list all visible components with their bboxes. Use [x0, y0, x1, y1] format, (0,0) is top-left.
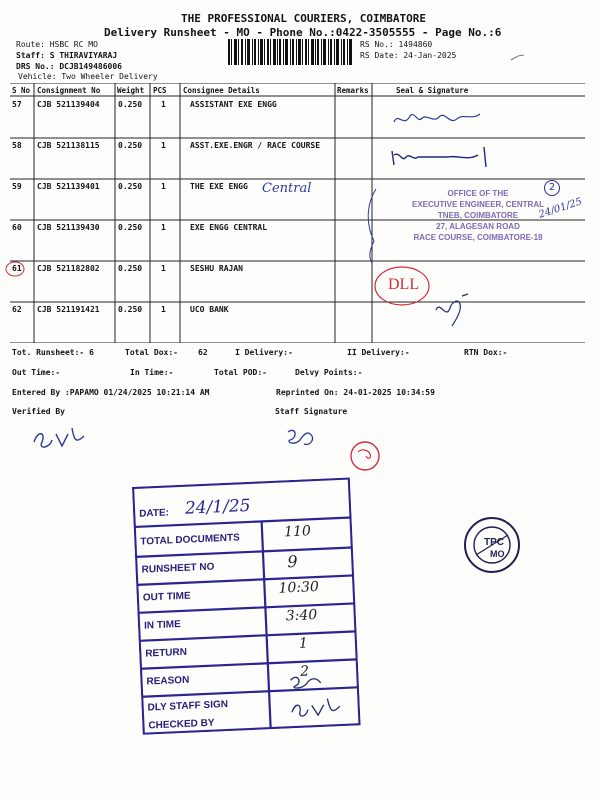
- cell-consignment: CJB 521191421: [37, 305, 100, 314]
- cell-consignee: ASST.EXE.ENGR / RACE COURSE: [190, 141, 321, 150]
- cell-consignee: UCO BANK: [190, 305, 229, 314]
- stamp-date-label: DATE:: [139, 507, 170, 520]
- cell-weight: 0.250: [118, 223, 143, 232]
- cell-consignment: CJB 521139404: [37, 100, 100, 109]
- cell-weight: 0.250: [118, 305, 143, 314]
- stamp-checked-signature: [287, 692, 348, 723]
- cell-pcs: 1: [161, 182, 166, 191]
- stamp-dly-staff-label: DLY STAFF SIGN: [147, 699, 229, 714]
- drs-number: DRS No.: DCJB149486006: [16, 62, 122, 71]
- dll-mark: DLL: [388, 276, 420, 293]
- col-header-weight: Weight: [117, 86, 145, 95]
- stamp-in-time-label: IN TIME: [144, 619, 181, 632]
- staff: Staff: S THIRAVIYARAJ: [16, 51, 118, 60]
- stamp-return-value: 1: [298, 635, 309, 652]
- route: Route: HSBC RC MO: [16, 40, 98, 49]
- seal-date: 24/01/25: [537, 196, 584, 221]
- total-dox-label: Total Dox:-: [125, 348, 178, 357]
- red-circle-mark: [348, 440, 384, 472]
- col-header-seal: Seal & Signature: [396, 86, 469, 95]
- cell-consignment: CJB 521182802: [37, 264, 100, 273]
- verified-by: Verified By: [12, 407, 65, 416]
- dispatch-stamp-box: [132, 477, 361, 734]
- stamp-runsheet-value: 9: [286, 551, 299, 572]
- seal-line-1: OFFICE OF THE: [447, 189, 509, 198]
- col-header-remarks: Remarks: [337, 86, 369, 95]
- signature-row-58: [388, 143, 508, 171]
- delvy-points: Delvy Points:-: [295, 368, 363, 377]
- cell-sno: 62: [12, 305, 22, 314]
- cell-sno: 60: [12, 223, 22, 232]
- i-delivery: I Delivery:-: [235, 348, 293, 357]
- cell-sno: 61: [12, 264, 22, 273]
- cell-consignment: CJB 521139430: [37, 223, 100, 232]
- stamp-out-time-value: 10:30: [278, 578, 320, 597]
- stamp-dly-staff-signature: [286, 669, 331, 693]
- tpc-stamp-line1: TPC: [484, 537, 504, 548]
- runsheet-subtitle: Delivery Runsheet - MO - Phone No.:0422-3505555 - Page No.:6: [104, 26, 502, 39]
- stamp-return-label: RETURN: [145, 646, 187, 660]
- rtn-dox: RTN Dox:-: [464, 348, 508, 357]
- entered-by: Entered By :PAPAMO 01/24/2025 10:21:14 AM: [12, 388, 210, 397]
- cell-consignee: SESHU RAJAN: [190, 264, 243, 273]
- col-header-consignment: Consignment No: [37, 86, 101, 95]
- in-time: In Time:-: [130, 368, 174, 377]
- tpc-stamp-line2: MO: [490, 549, 505, 559]
- signature-row-62: [432, 290, 472, 330]
- col-header-sno: S No: [12, 86, 31, 95]
- signature-row-57: [388, 104, 498, 132]
- stamp-total-docs-label: TOTAL DOCUMENTS: [140, 532, 240, 548]
- barcode: [228, 39, 354, 65]
- office-seal: [398, 188, 558, 243]
- cell-weight: 0.250: [118, 100, 143, 109]
- stamp-reason-label: REASON: [146, 674, 190, 688]
- cell-consignee: THE EXE ENGG: [190, 182, 248, 191]
- cell-sno: 58: [12, 141, 22, 150]
- handwritten-central: Central: [262, 181, 312, 196]
- rs-number: RS No.: 1494860: [360, 40, 433, 49]
- out-time: Out Time:-: [12, 368, 61, 377]
- cell-pcs: 1: [161, 305, 166, 314]
- vehicle: Vehicle: Two Wheeler Delivery: [18, 72, 158, 81]
- ii-delivery: II Delivery:-: [347, 348, 410, 357]
- staff-signature-mark: [282, 422, 322, 452]
- col-header-consignee: Consignee Details: [183, 86, 260, 95]
- cell-consignment: CJB 521139401: [37, 182, 100, 191]
- stamp-runsheet-label: RUNSHEET NO: [141, 561, 215, 576]
- bracket-mark: [360, 185, 382, 265]
- tot-runsheet: Tot. Runsheet:- 6: [12, 348, 94, 357]
- stamp-reason-value: 2: [299, 663, 310, 680]
- rs-date: RS Date: 24-Jan-2025: [360, 51, 457, 60]
- cell-sno: 59: [12, 182, 22, 191]
- cell-pcs: 1: [161, 100, 166, 109]
- col-header-pcs: PCS: [153, 86, 167, 95]
- reprinted-on: Reprinted On: 24-01-2025 10:34:59: [276, 388, 435, 397]
- stamp-total-docs-value: 110: [283, 523, 312, 541]
- seal-line-3: TNEB, COIMBATORE: [437, 211, 519, 220]
- cell-weight: 0.250: [118, 182, 143, 191]
- pen-mark: [510, 52, 530, 62]
- cell-consignment: CJB 521138115: [37, 141, 100, 150]
- seal-line-4: 27, ALAGESAN ROAD: [436, 222, 520, 231]
- verified-signature: [28, 420, 90, 452]
- stamp-checked-by-label: CHECKED BY: [148, 717, 215, 732]
- stamp-date-value: 24/1/25: [184, 495, 251, 519]
- stamp-in-time-value: 3:40: [285, 607, 318, 625]
- cell-sno: 57: [12, 100, 22, 109]
- staff-signature: Staff Signature: [275, 407, 348, 416]
- cell-pcs: 1: [161, 141, 166, 150]
- circled-2: 2: [544, 180, 560, 196]
- cell-consignee: EXE ENGG CENTRAL: [190, 223, 268, 232]
- total-dox-value: 62: [198, 348, 208, 357]
- seal-line-5: RACE COURSE, COIMBATORE-18: [413, 233, 543, 242]
- cell-pcs: 1: [161, 264, 166, 273]
- cell-weight: 0.250: [118, 141, 143, 150]
- cell-weight: 0.250: [118, 264, 143, 273]
- tpc-stamp: [462, 515, 522, 575]
- seal-line-2: EXECUTIVE ENGINEER, CENTRAL: [411, 200, 544, 209]
- row-61-circle: [4, 260, 26, 278]
- cell-pcs: 1: [161, 223, 166, 232]
- stamp-out-time-label: OUT TIME: [142, 590, 191, 604]
- cell-consignee: ASSISTANT EXE ENGG: [190, 100, 277, 109]
- total-pod: Total POD:-: [214, 368, 267, 377]
- company-title: THE PROFESSIONAL COURIERS, COIMBATORE: [181, 12, 427, 25]
